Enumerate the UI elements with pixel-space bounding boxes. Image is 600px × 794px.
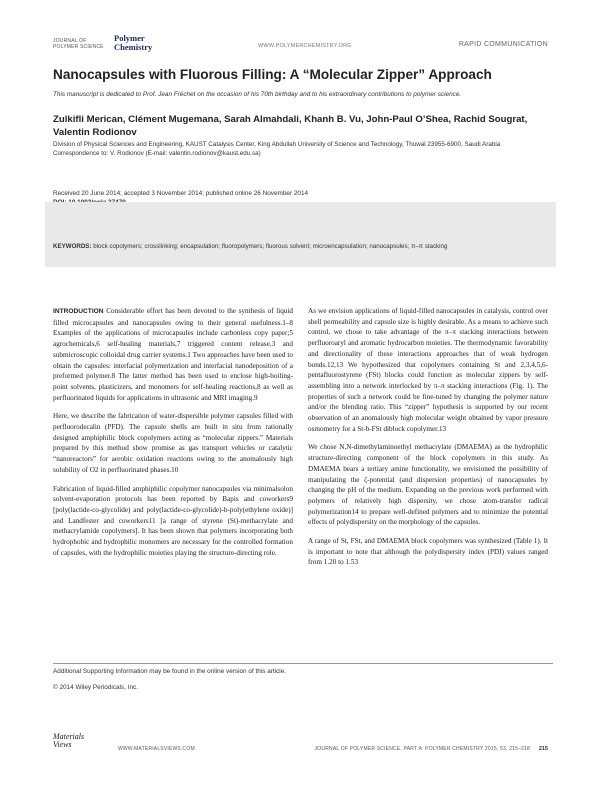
affiliation: Division of Physical Sciences and Engineering, KAUST Catalysis Center, King Abdullah University of Science and Technology, Thuwal 23955-6900, Saudi Arabia — [53, 141, 501, 148]
supporting-info-note: Additional Supporting Information may be found in the online version of this article. — [53, 668, 287, 675]
paragraph: We chose N,N-dimethylaminoethyl methacrylate (DMAEMA) as the hydrophilic structure-directing component of the block copolymers in this study. As DMAEMA bears a tertiary amine functionality, we envisioned the possibility of manipulating the ζ-potential (and dispersion properties) of nanocapsules by changing the pH of the medium. Expanding on the previous work performed with polymers of relatively high dispersity, we chose atom-transfer radical polymerization14 to prepare well-defined polymers and to minimize the potential effects of polydispersity on the morphology of the capsules. — [308, 443, 548, 527]
keywords-box — [45, 202, 556, 267]
section-label: RAPID COMMUNICATION — [458, 41, 548, 48]
paragraph-text: Considerable effort has been devoted to the synthesis of liquid filled microcapsules and nanocapsules owing to their general usefulness.1–8 Examples of the applications of microcapsules include carbonless copy paper;5 agrochemicals,6 self-healing materials,7 triggered content release,3 and submicroscopic colloidal drug carrier systems.1 Two approaches have been used to obtain the capsules: interfacial polymerization and interfacial nanodeposition of a preformed polymer.8 The latter method has been used to enclose high-boiling-point solvents, plasticizers, and monomers for self-healing reactions,8 as well as perfluorinated liquids for applications in ultrasonic and MRI imaging.9 — [53, 307, 293, 402]
article-title: Nanocapsules with Fluorous Filling: A “Molecular Zipper” Approach — [53, 67, 492, 82]
body-column-right — [308, 306, 548, 576]
keywords-list: block copolymers; crosslinking; encapsulation; fluoropolymers; fluorous solvent; microencapsulation; nanocapsules; π–π stacking — [91, 243, 448, 250]
affiliation-block — [53, 140, 553, 158]
keywords — [53, 242, 549, 251]
body-column-left — [53, 306, 293, 566]
journal-url[interactable]: WWW.POLYMERCHEMISTRY.ORG — [258, 43, 352, 49]
paragraph: Here, we describe the fabrication of water-dispersible polymer capsules filled with perfluorodecalin (PFD). The capsule shells are built in situ from rationally designed amphiphilic block copolymers acting as “molecular zippers.” Materials prepared by this method show promise as gas transport vehicles or catalytic “nanoreactors” for aerobic oxidation reactions owing to the anomalously high solubility of O2 in perfluorinated phases.10 — [53, 412, 293, 474]
paragraph — [53, 306, 293, 403]
dedication: This manuscript is dedicated to Prof. Jean Fréchet on the occasion of his 70th birthday and to his extraordinary contributions to polymer science. — [53, 91, 462, 98]
keywords-label: KEYWORDS: — [53, 243, 92, 250]
materials-views-logo: Materials Views — [53, 732, 85, 749]
paragraph: A range of St, FSt, and DMAEMA block copolymers was synthesized (Table 1). It is important to note that although the polydispersity index (PDI) values ranged from 1.20 to 1.53 — [308, 537, 548, 567]
journal-citation: JOURNAL OF POLYMER SCIENCE, PART A: POLYMER CHEMISTRY 2015, 53, 215–218 — [314, 746, 530, 752]
correspondence: Correspondence to: V. Rodionov (E-mail: valentin.rodionov@kaust.edu.sa) — [53, 150, 261, 157]
paragraph: As we envision applications of liquid-filled nanocapsules in catalysis, control over shell permeability and capsule size is highly desirable. As a means to achieve such control, we chose to take advantage of the π–π stacking interactions between perfluoroaryl and aromatic hydrocarbon moieties. The thermodynamic favorability and directionality of these interactions approaches that of weak hydrogen bonds.12,13 We hypothesized that copolymers containing St and 2,3,4,5,6-pentafluorostyrene (FSt) blocks could function as molecular zippers by self-assembling into a network interlocked by π–π stacking interactions (Fig. 1). The properties of such a network could be fine-tuned by changing the polymer nature and/or the blending ratio. This “zipper” hypothesis is supported by our recent observation of an anomalously high molecular weight obtained by vapor pressure osmometry for a St-b-FSt diblock copolymer.13 — [308, 307, 548, 433]
copyright: © 2014 Wiley Periodicals, Inc. — [53, 684, 138, 691]
footnote-divider — [53, 663, 553, 664]
journal-brand-logo: Polymer Chemistry — [114, 33, 153, 52]
page-number: 215 — [538, 746, 548, 752]
author-list: Zulkifli Merican, Clément Mugemana, Sarah Almahdali, Khanh B. Vu, John-Paul O’Shea, Rachid Sougrat, Valentin Rodionov — [53, 114, 528, 138]
footer-url[interactable]: WWW.MATERIALSVIEWS.COM — [118, 746, 195, 752]
paragraph: Fabrication of liquid-filled amphiphilic copolymer nanocapsules via minimalsolon solvent-evaporation protocols has been reported by Bapis and coworkers9 [poly(lactide-co-glycolide) and poly(lactide-co-glycolide)-b-poly(ethylene oxide)] and Landfester and coworkers11 [a range of styrene (St)-methacrylate and methacrylamide copolymers]. It has been shown that polymers incorporating both hydrophobic and hydrophilic monomers are necessary for the controlled formation of capsules, with the hydrophilic moieties playing the structure-directing role. — [53, 484, 293, 557]
history-dates: Received 20 June 2014; accepted 3 November 2014; published online 26 November 2014 — [53, 190, 309, 197]
journal-name: JOURNAL OF POLYMER SCIENCE — [53, 38, 104, 50]
section-heading: INTRODUCTION — [53, 308, 104, 315]
